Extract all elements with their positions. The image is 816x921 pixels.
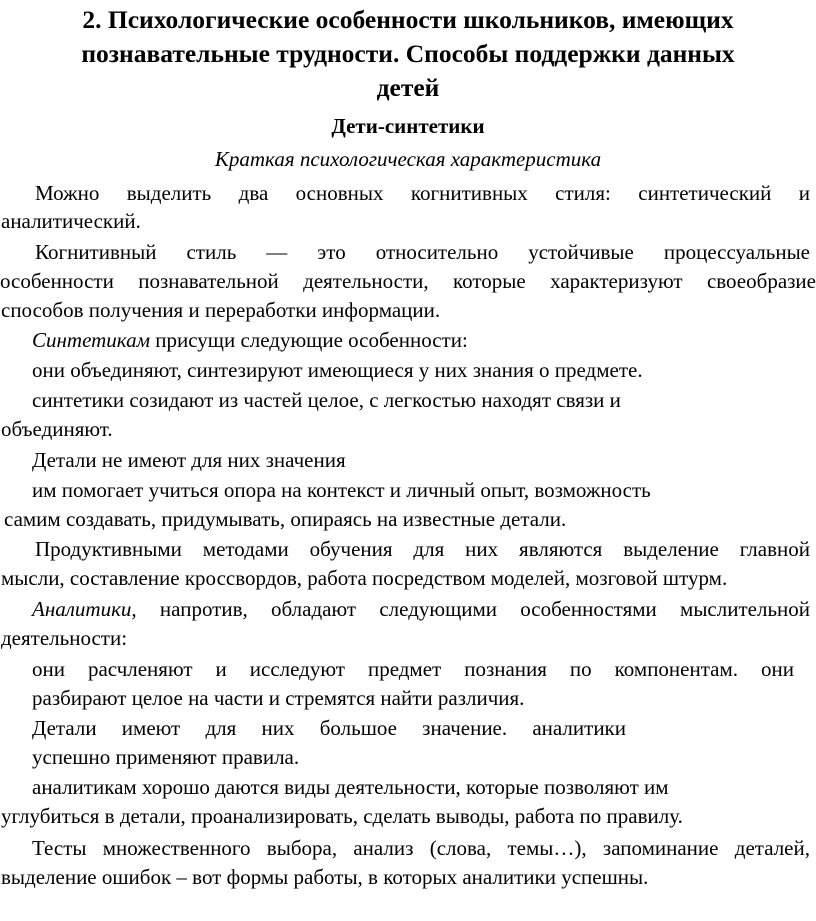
section-subtitle: Дети-синтетики xyxy=(331,114,485,138)
paragraph-9-line-1 xyxy=(0,595,816,624)
heading-line-3: детей xyxy=(376,73,440,102)
paragraph-2-line-1: Когнитивный стиль — это относительно устойчивые процессуальные xyxy=(35,240,810,264)
term-analytics: Аналитики xyxy=(32,597,132,621)
paragraph-12-line-2: углубиться в детали, проанализировать, сделать выводы, работа по правилу. xyxy=(1,804,683,828)
paragraph-11-line-1: Детали имеют для них большое значение. аналитики xyxy=(32,716,626,740)
paragraph-13-line-2: выделение ошибок – вот формы работы, в которых аналитики успешны. xyxy=(1,865,649,889)
paragraph-3 xyxy=(0,326,816,355)
paragraph-1-line-2: аналитический. xyxy=(1,209,141,233)
heading-line-1: 2. Психологические особенности школьников, имеющих xyxy=(82,5,734,34)
term-synthetics: Синтетикам xyxy=(32,328,151,352)
paragraph-4: они объединяют, синтезируют имеющиеся у них знания о предмете. xyxy=(32,358,643,382)
paragraph-5-line-1: синтетики созидают из частей целое, с легкостью находят связи и xyxy=(32,388,621,412)
paragraph-8-line-1: Продуктивными методами обучения для них являются выделение главной xyxy=(35,537,810,561)
paragraph-10-line-2: разбирают целое на части и стремятся найти различия. xyxy=(32,686,525,710)
paragraph-8-line-2: мысли, составление кроссвордов, работа посредством моделей, мозговой штурм. xyxy=(1,566,728,590)
paragraph-11-line-2: успешно применяют правила. xyxy=(32,745,300,769)
paragraph-5-line-2: объединяют. xyxy=(1,417,113,441)
paragraph-9-rest: , напротив, обладают следующими особенностями мыслительной xyxy=(131,597,810,621)
paragraph-6: Детали не имеют для них значения xyxy=(32,448,346,472)
heading-line-2: познавательные трудности. Способы поддержки данных xyxy=(81,39,735,68)
paragraph-2-line-3: способов получения и переработки информации. xyxy=(1,298,441,322)
paragraph-12-line-1: аналитикам хорошо даются виды деятельности, которые позволяют им xyxy=(32,775,669,799)
paragraph-2-line-2: особенности познавательной деятельности, которые характеризуют своеобразие xyxy=(0,269,816,293)
paragraph-9-line-2: деятельности: xyxy=(1,626,128,650)
paragraph-13-line-1: Тесты множественного выбора, анализ (слова, темы…), запоминание деталей, xyxy=(32,836,810,860)
paragraph-1-line-1: Можно выделить два основных когнитивных стиля: синтетический и xyxy=(35,181,810,205)
paragraph-7-line-1: им помогает учиться опора на контекст и личный опыт, возможность xyxy=(32,478,651,502)
paragraph-7-line-2: самим создавать, придумывать, опираясь на известные детали. xyxy=(4,507,567,531)
paragraph-10-line-1: они расчленяют и исследуют предмет познания по компонентам. они xyxy=(32,657,794,681)
section-caption: Краткая психологическая характеристика xyxy=(214,147,602,171)
paragraph-3-rest: присущи следующие особенности: xyxy=(150,328,468,352)
